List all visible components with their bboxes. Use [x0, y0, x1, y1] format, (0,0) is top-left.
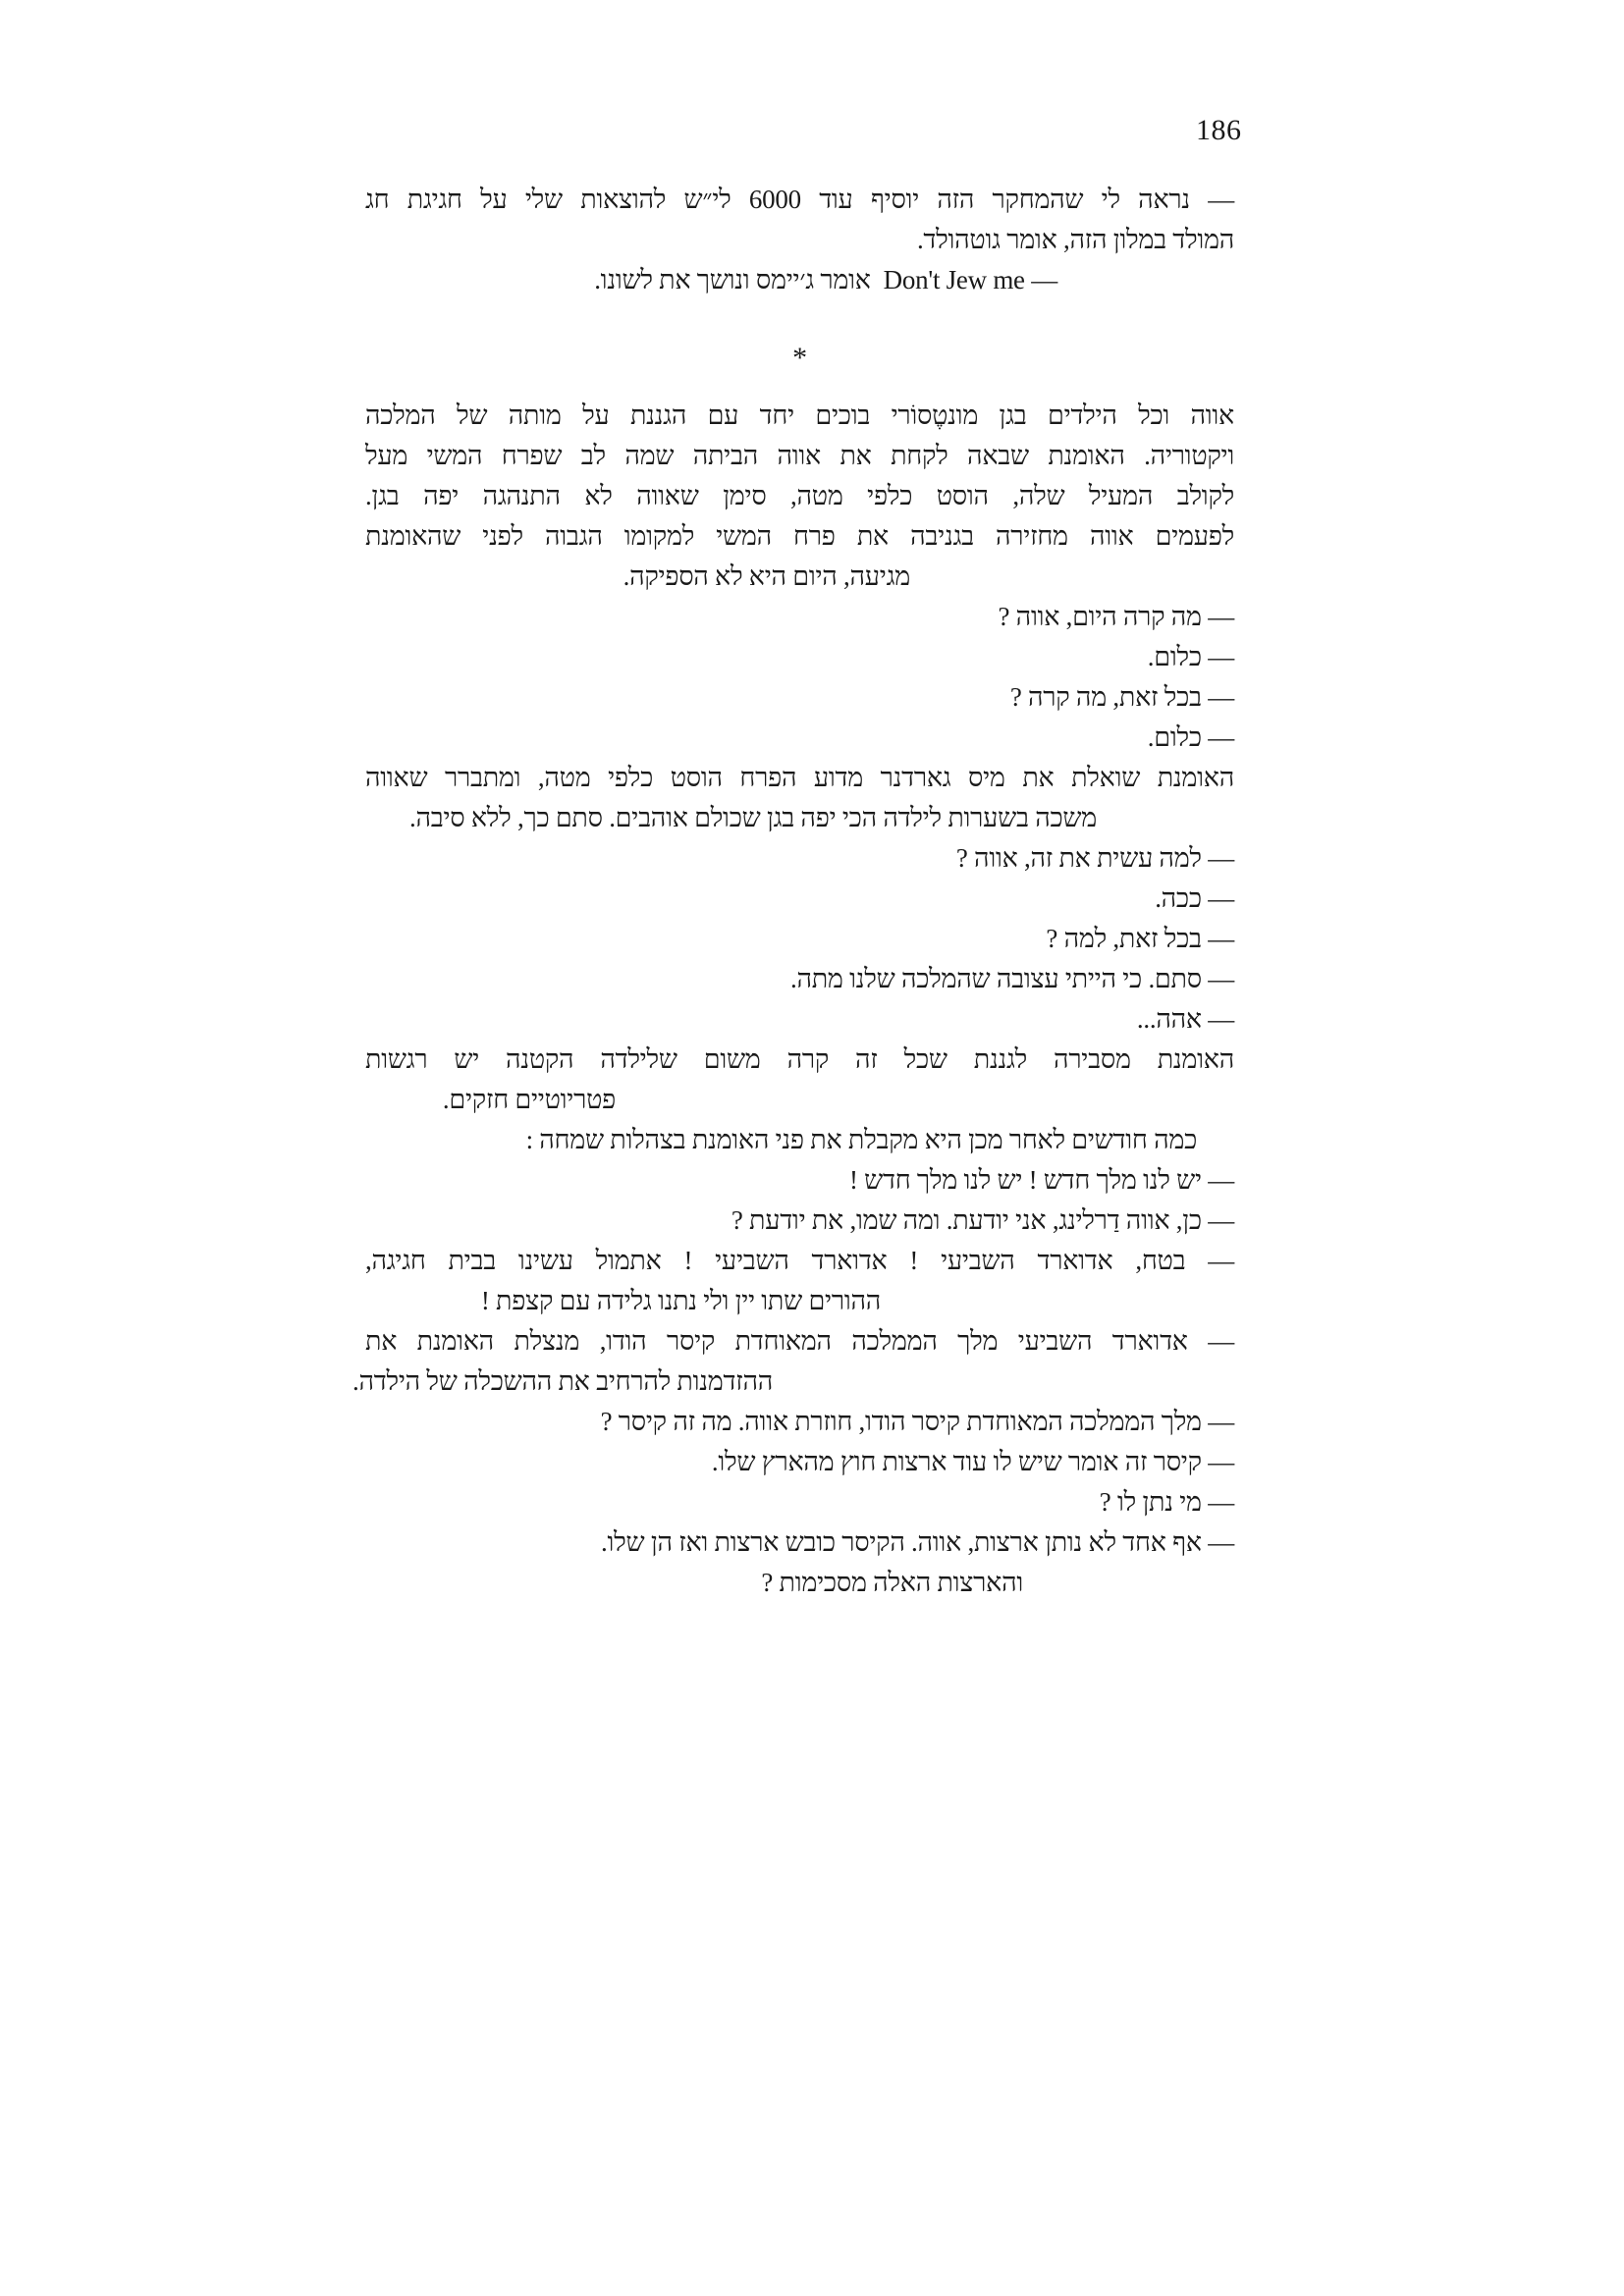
text-line: ההורים שתו יין ולי נתנו גלידה עם קצפת !: [480, 1286, 881, 1315]
text-line: — אהה...: [1136, 1004, 1234, 1034]
section-separator: *: [792, 342, 807, 374]
text-line: מגיעה, היום היא לא הספיקה.: [623, 561, 910, 591]
text-line: — אף אחד לא נותן ארצות, אווה. הקיסר כובש ארצות ואז הן שלו.: [601, 1527, 1234, 1557]
text-line: — Don't Jew me אומר ג׳יימס ונושך את לשונו.: [594, 265, 1057, 294]
text-line: האומנת מסבירה לגננת שכל זה קרה משום שלילדה הקטנה יש רגשות: [365, 1044, 1234, 1074]
text-line: כמה חודשים לאחר מכן היא מקבלת את פני האומנת בצהלות שמחה :: [525, 1125, 1197, 1154]
text-line: האומנת שואלת את מיס גארדנר מדוע הפרח הוסט כלפי מטה, ומתברר שאווה: [365, 763, 1234, 792]
text-line: — למה עשית את זה, אווה ?: [955, 843, 1234, 873]
text-line: — מי נתן לו ?: [1099, 1487, 1234, 1517]
text-line: ויקטוריה. האומנת שבאה לקחת את אווה הביתה שמה לב שפרח המשי מעל: [365, 441, 1234, 470]
text-line: — כלום.: [1147, 642, 1234, 671]
text-line: המולד במלון הזה, אומר גוטהולד.: [916, 225, 1234, 254]
text-line: — אדוארד השביעי מלך הממלכה המאוחדת קיסר הודו, מנצלת האומנת את: [365, 1326, 1234, 1356]
text-line: — קיסר זה אומר שיש לו עוד ארצות חוץ מהארץ שלו.: [711, 1447, 1234, 1476]
text-line: אווה וכל הילדים בגן מונטֶסוֹרי בוכים יחד עם הגננת על מותה של המלכה: [365, 400, 1234, 430]
page-number: 186: [1196, 114, 1242, 146]
text-block: [352, 180, 1234, 1603]
text-line: — כלום.: [1147, 722, 1234, 752]
text-line: פטריוטיים חזקים.: [442, 1085, 616, 1114]
text-line: ההזדמנות להרחיב את ההשכלה של הילדה.: [352, 1366, 773, 1396]
text-line: — כן, אווה דַרלינג, אני יודעת. ומה שמו, את יודעת ?: [731, 1205, 1234, 1235]
text-line: — בכל זאת, למה ?: [1046, 924, 1234, 953]
text-line: — מלך הממלכה המאוחדת קיסר הודו, חוזרת אווה. מה זה קיסר ?: [600, 1407, 1234, 1436]
text-line: — ככה.: [1155, 883, 1234, 913]
text-line: — בטח, אדוארד השביעי ! אדוארד השביעי ! אתמול עשינו בבית חגיגה,: [365, 1246, 1234, 1275]
text-line: — סתם. כי הייתי עצובה שהמלכה שלנו מתה.: [790, 964, 1234, 993]
text-line: והארצות האלה מסכימות ?: [761, 1568, 1023, 1597]
text-line: לפעמים אווה מחזירה בגניבה את פרח המשי למקומו הגבוה לפני שהאומנת: [365, 521, 1234, 551]
text-line: לקולב המעיל שלה, הוסט כלפי מטה, סימן שאווה לא התנהגה יפה בגן.: [365, 481, 1234, 510]
text-line: — יש לנו מלך חדש ! יש לנו מלך חדש !: [848, 1165, 1234, 1195]
text-line: — בכל זאת, מה קרה ?: [1009, 682, 1234, 712]
text-line: משכה בשערות לילדה הכי יפה בגן שכולם אוהבים. סתם כך, ללא סיבה.: [408, 803, 1097, 832]
text-line: — נראה לי שהמחקר הזה יוסיף עוד 6000 לי״ש להוצאות שלי על חגיגת חג: [365, 185, 1234, 214]
text-line: — מה קרה היום, אווה ?: [998, 602, 1234, 631]
